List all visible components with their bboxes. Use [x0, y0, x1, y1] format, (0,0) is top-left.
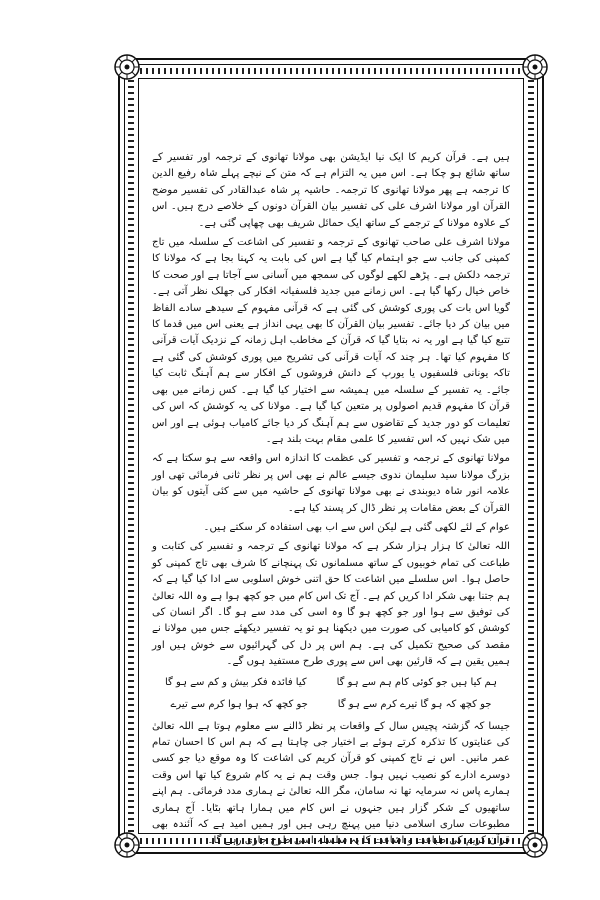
paragraph: اللہ تعالیٰ کا ہزار ہزار شکر ہے کہ مولانا تھانوی کے ترجمہ و تفسیر کی کتابت و طباعت کی تمام خوبیوں کے ساتھ مسلمانوں تک پہنچانے کا شرف بھی تاج کمپنی کو حاصل ہوا۔ اس سلسلے میں اشاعت کا حق اتنی خوش اسلوبی سے ادا کیا گیا ہے کہ ہم جتنا بھی شکر ادا کریں کم ہے۔ آج تک اس کام میں جو کچھ ہوا ہے وہ اللہ تعالیٰ کی توفیق سے ہوا اور جو کچھ ہو گا وہ اسی کی مدد سے ہو گا۔ اگر انسان کی کوشش کو کامیابی کی صورت میں دیکھنا ہو تو یہ تفسیر دیکھئے جس میں مولانا نے مقصد کی صحیح تکمیل کی ہے۔ ہم اس پر دل کی گہرائیوں سے خوش ہیں اور ہمیں یقین ہے کہ قارئین بھی اس سے پوری طرح مستفید ہوں گے۔ [152, 541, 510, 668]
couplet-line-1 [152, 675, 510, 691]
corner-rosette-icon [112, 830, 142, 860]
couplet-line-2 [152, 697, 510, 713]
couplet-verse: ہم کیا ہیں جو کوئی کام ہم سے ہو گا [336, 676, 498, 688]
corner-rosette-icon [112, 52, 142, 82]
corner-rosette-icon [520, 52, 550, 82]
paragraph: ہیں ہے۔ قرآن کریم کا ایک نیا ایڈیشن بھی مولانا تھانوی کے ترجمہ اور تفسیر کے ساتھ شائع ہو چکا ہے۔ اس میں یہ التزام ہے کہ متن کے نیچے پہلے شاہ رفیع الدین کا ترجمہ ہے پھر مولانا تھانوی کا ترجمہ۔ حاشیہ پر شاہ عبدالقادر کی تفسیر موضح القرآن اور مولانا اشرف علی کی تفسیر بیان القرآن دونوں کے خلاصے درج ہیں۔ اس کے علاوہ مولانا کے ترجمے کے ساتھ ایک حمائل شریف بھی چھاپی گئی ہے۔ [152, 152, 510, 229]
paragraph: مولانا اشرف علی صاحب تھانوی کے ترجمہ و تفسیر کی اشاعت کے سلسلہ میں تاج کمپنی کی جانب سے جو اہتمام کیا گیا ہے اس کی بابت یہ کہنا بجا ہے کہ مولانا کا ترجمہ دلکش ہے۔ پڑھے لکھے لوگوں کی سمجھ میں آسانی سے آجاتا ہے اور صحت کا خاص خیال رکھا گیا ہے۔ اس زمانے میں جدید فلسفیانہ افکار کی جھلک نظر آتی ہے۔ گویا اس بات کی پوری کوشش کی گئی ہے کہ قرآنی مفہوم کے سیدھے سادے الفاظ میں بیان کر دیا جائے۔ تفسیر بیان القرآن کا بھی یہی انداز ہے یعنی اس میں قدما کا تتبع کیا گیا ہے اور یہ نہ بتایا گیا کہ قرآن کے مخاطب اہل زمانہ کے نزدیک آیات قرآنی کا مفہوم کیا تھا۔ ہر چند کہ آیات قرآنی کی تشریح میں پوری کوشش کی گئی ہے تاکہ یونانی فلسفیوں یا یورپ کے دانش فروشوں کے افکار سے ہم آہنگ ثابت کیا جائے۔ یہ تفسیر کے سلسلہ میں ہمیشہ سے اختیار کیا گیا ہے۔ کس زمانے میں بھی قرآن کا مفہوم قدیم اصولوں پر متعین کیا گیا ہے۔ مولانا کی یہ کوشش کہ اس کی تعلیمات کو دور جدید کے تقاضوں سے ہم آہنگ کر دیا جائے کامیاب ہوئی ہے اور اس میں شک نہیں کہ اس تفسیر کا علمی مقام بہت بلند ہے۔ [152, 237, 510, 445]
paragraph: جیسا کہ گزشتہ پچیس سال کے واقعات پر نظر ڈالنے سے معلوم ہوتا ہے اللہ تعالیٰ کی عنایتوں کا تذکرہ کرتے ہوئے بے اختیار جی چاہتا ہے کہ ہم اس کا احسان تمام عمر مانیں۔ اس نے تاج کمپنی کو قرآن کریم کی اشاعت کا وہ موقع دیا جو کسی دوسرے ادارے کو نصیب نہیں ہوا۔ جس وقت ہم نے یہ کام شروع کیا تھا اس وقت ہمارے پاس نہ سرمایہ تھا نہ سامان، مگر اللہ تعالیٰ نے ہماری مدد فرمائی۔ ہم اپنے ساتھیوں کے شکر گزار ہیں جنہوں نے اس کام میں ہمارا ہاتھ بٹایا۔ آج ہماری مطبوعات ساری اسلامی دنیا میں پہنچ رہی ہیں اور ہمیں امید ہے کہ آئندہ بھی قرآن کریم کی طباعت و اشاعت کا یہ سلسلہ اسی طرح جاری رہے گا۔ [152, 720, 510, 847]
paragraph: مولانا تھانوی کے ترجمہ و تفسیر کی عظمت کا اندازہ اس واقعہ سے ہو سکتا ہے کہ بزرگ مولانا سید سلیمان ندوی جیسے عالم نے بھی اس پر نظر ثانی فرمائی تھی اور علامہ انور شاہ دیوبندی نے بھی مولانا تھانوی کے حاشیہ میں سے کئی آیتوں کو بیان القرآن کے بعض مقامات پر نظر ڈال کر پسند کیا ہے۔ [152, 453, 510, 514]
couplet-verse: جو کچھ کہ ہوا ہوا کرم سے تیرے [170, 698, 308, 710]
paragraph: عوام کے لئے لکھی گئی ہے لیکن اس سے اب بھی استفادہ کر سکتے ہیں۔ [203, 521, 510, 533]
corner-rosette-icon [520, 830, 550, 860]
couplet-verse: کیا فائدہ فکر بیش و کم سے ہو گا [164, 676, 307, 688]
body-text [152, 150, 510, 847]
couplet-verse: جو کچھ کہ ہو گا تیرے کرم سے ہو گا [337, 698, 492, 710]
